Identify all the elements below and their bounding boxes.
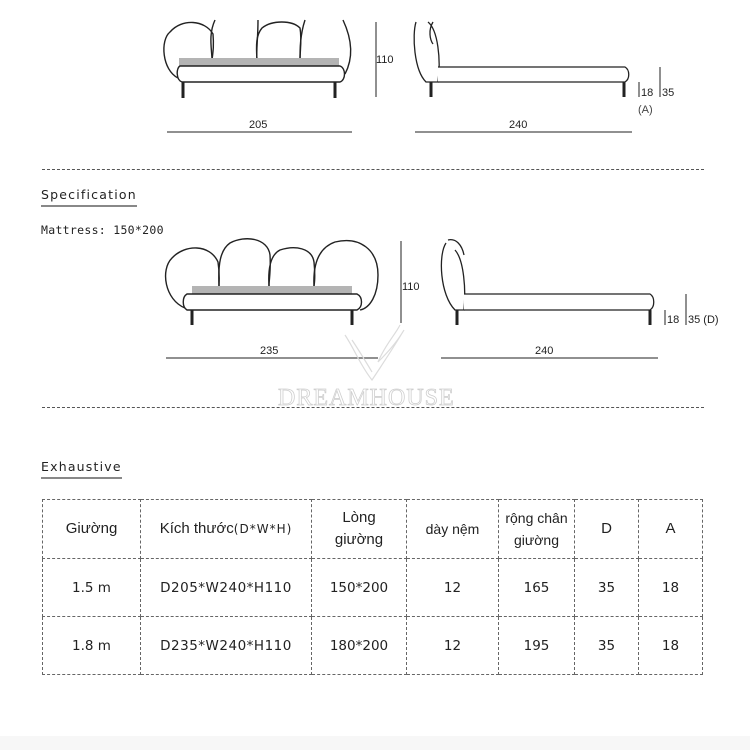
table-row bbox=[43, 559, 703, 617]
bottom-length-label: 240 bbox=[535, 345, 554, 357]
top-front-view bbox=[164, 20, 351, 98]
column-header-a: A bbox=[639, 500, 703, 559]
dimensions-table bbox=[42, 499, 703, 675]
cell-a: 18 bbox=[639, 617, 703, 675]
bed-frame bbox=[177, 66, 344, 82]
section-divider bbox=[42, 169, 704, 170]
bed-frame bbox=[183, 294, 361, 310]
table-row bbox=[43, 617, 703, 675]
watermark-brand-text: DREAMHOUSE bbox=[278, 385, 455, 411]
cell-leg-width: 165 bbox=[499, 559, 575, 617]
cell-bed-inner: 150*200 bbox=[312, 559, 407, 617]
bottom-height-label: 110 bbox=[402, 281, 420, 293]
cell-bed: 1.8 m bbox=[43, 617, 141, 675]
top-height-label: 110 bbox=[376, 54, 394, 66]
top-leg-note: (A) bbox=[638, 104, 653, 116]
mattress-size-text: Mattress: 150*200 bbox=[41, 223, 164, 237]
cell-bed: 1.5 m bbox=[43, 559, 141, 617]
cell-a: 18 bbox=[639, 559, 703, 617]
column-header-bed-inner: Lòng giường bbox=[312, 500, 407, 559]
top-width-label: 205 bbox=[249, 119, 268, 131]
cell-size: D235*W240*H110 bbox=[141, 617, 312, 675]
cell-leg-width: 195 bbox=[499, 617, 575, 675]
specification-heading: Specification bbox=[41, 187, 137, 207]
cell-size: D205*W240*H110 bbox=[141, 559, 312, 617]
cell-mattress-thickness: 12 bbox=[407, 617, 499, 675]
top-length-label: 240 bbox=[509, 119, 528, 131]
cell-d: 35 bbox=[575, 617, 639, 675]
bottom-side-height-label: 35 (D) bbox=[688, 314, 719, 326]
column-header-d: D bbox=[575, 500, 639, 559]
bottom-side-view bbox=[441, 240, 653, 325]
mattress-shape bbox=[179, 58, 339, 66]
bottom-leg-label: 18 bbox=[667, 314, 680, 326]
bottom-front-view bbox=[166, 239, 378, 325]
section-divider bbox=[42, 407, 704, 408]
column-header-leg-width: rộng chân giường bbox=[499, 500, 575, 559]
top-leg-label: 18 bbox=[641, 87, 654, 99]
column-header-size: Kích thước(D*W*H) bbox=[141, 500, 312, 559]
cell-d: 35 bbox=[575, 559, 639, 617]
watermark-bird-logo bbox=[345, 325, 404, 380]
bottom-band bbox=[0, 736, 750, 750]
column-header-mattress-thickness: dày nệm bbox=[407, 500, 499, 559]
table-header-row bbox=[43, 500, 703, 559]
cell-bed-inner: 180*200 bbox=[312, 617, 407, 675]
top-side-height-label: 35 bbox=[662, 87, 675, 99]
mattress-shape bbox=[192, 286, 352, 294]
top-side-view bbox=[414, 22, 629, 97]
bottom-width-label: 235 bbox=[260, 345, 279, 357]
exhaustive-heading: Exhaustive bbox=[41, 459, 122, 479]
column-header-bed: Giường bbox=[43, 500, 141, 559]
cell-mattress-thickness: 12 bbox=[407, 559, 499, 617]
